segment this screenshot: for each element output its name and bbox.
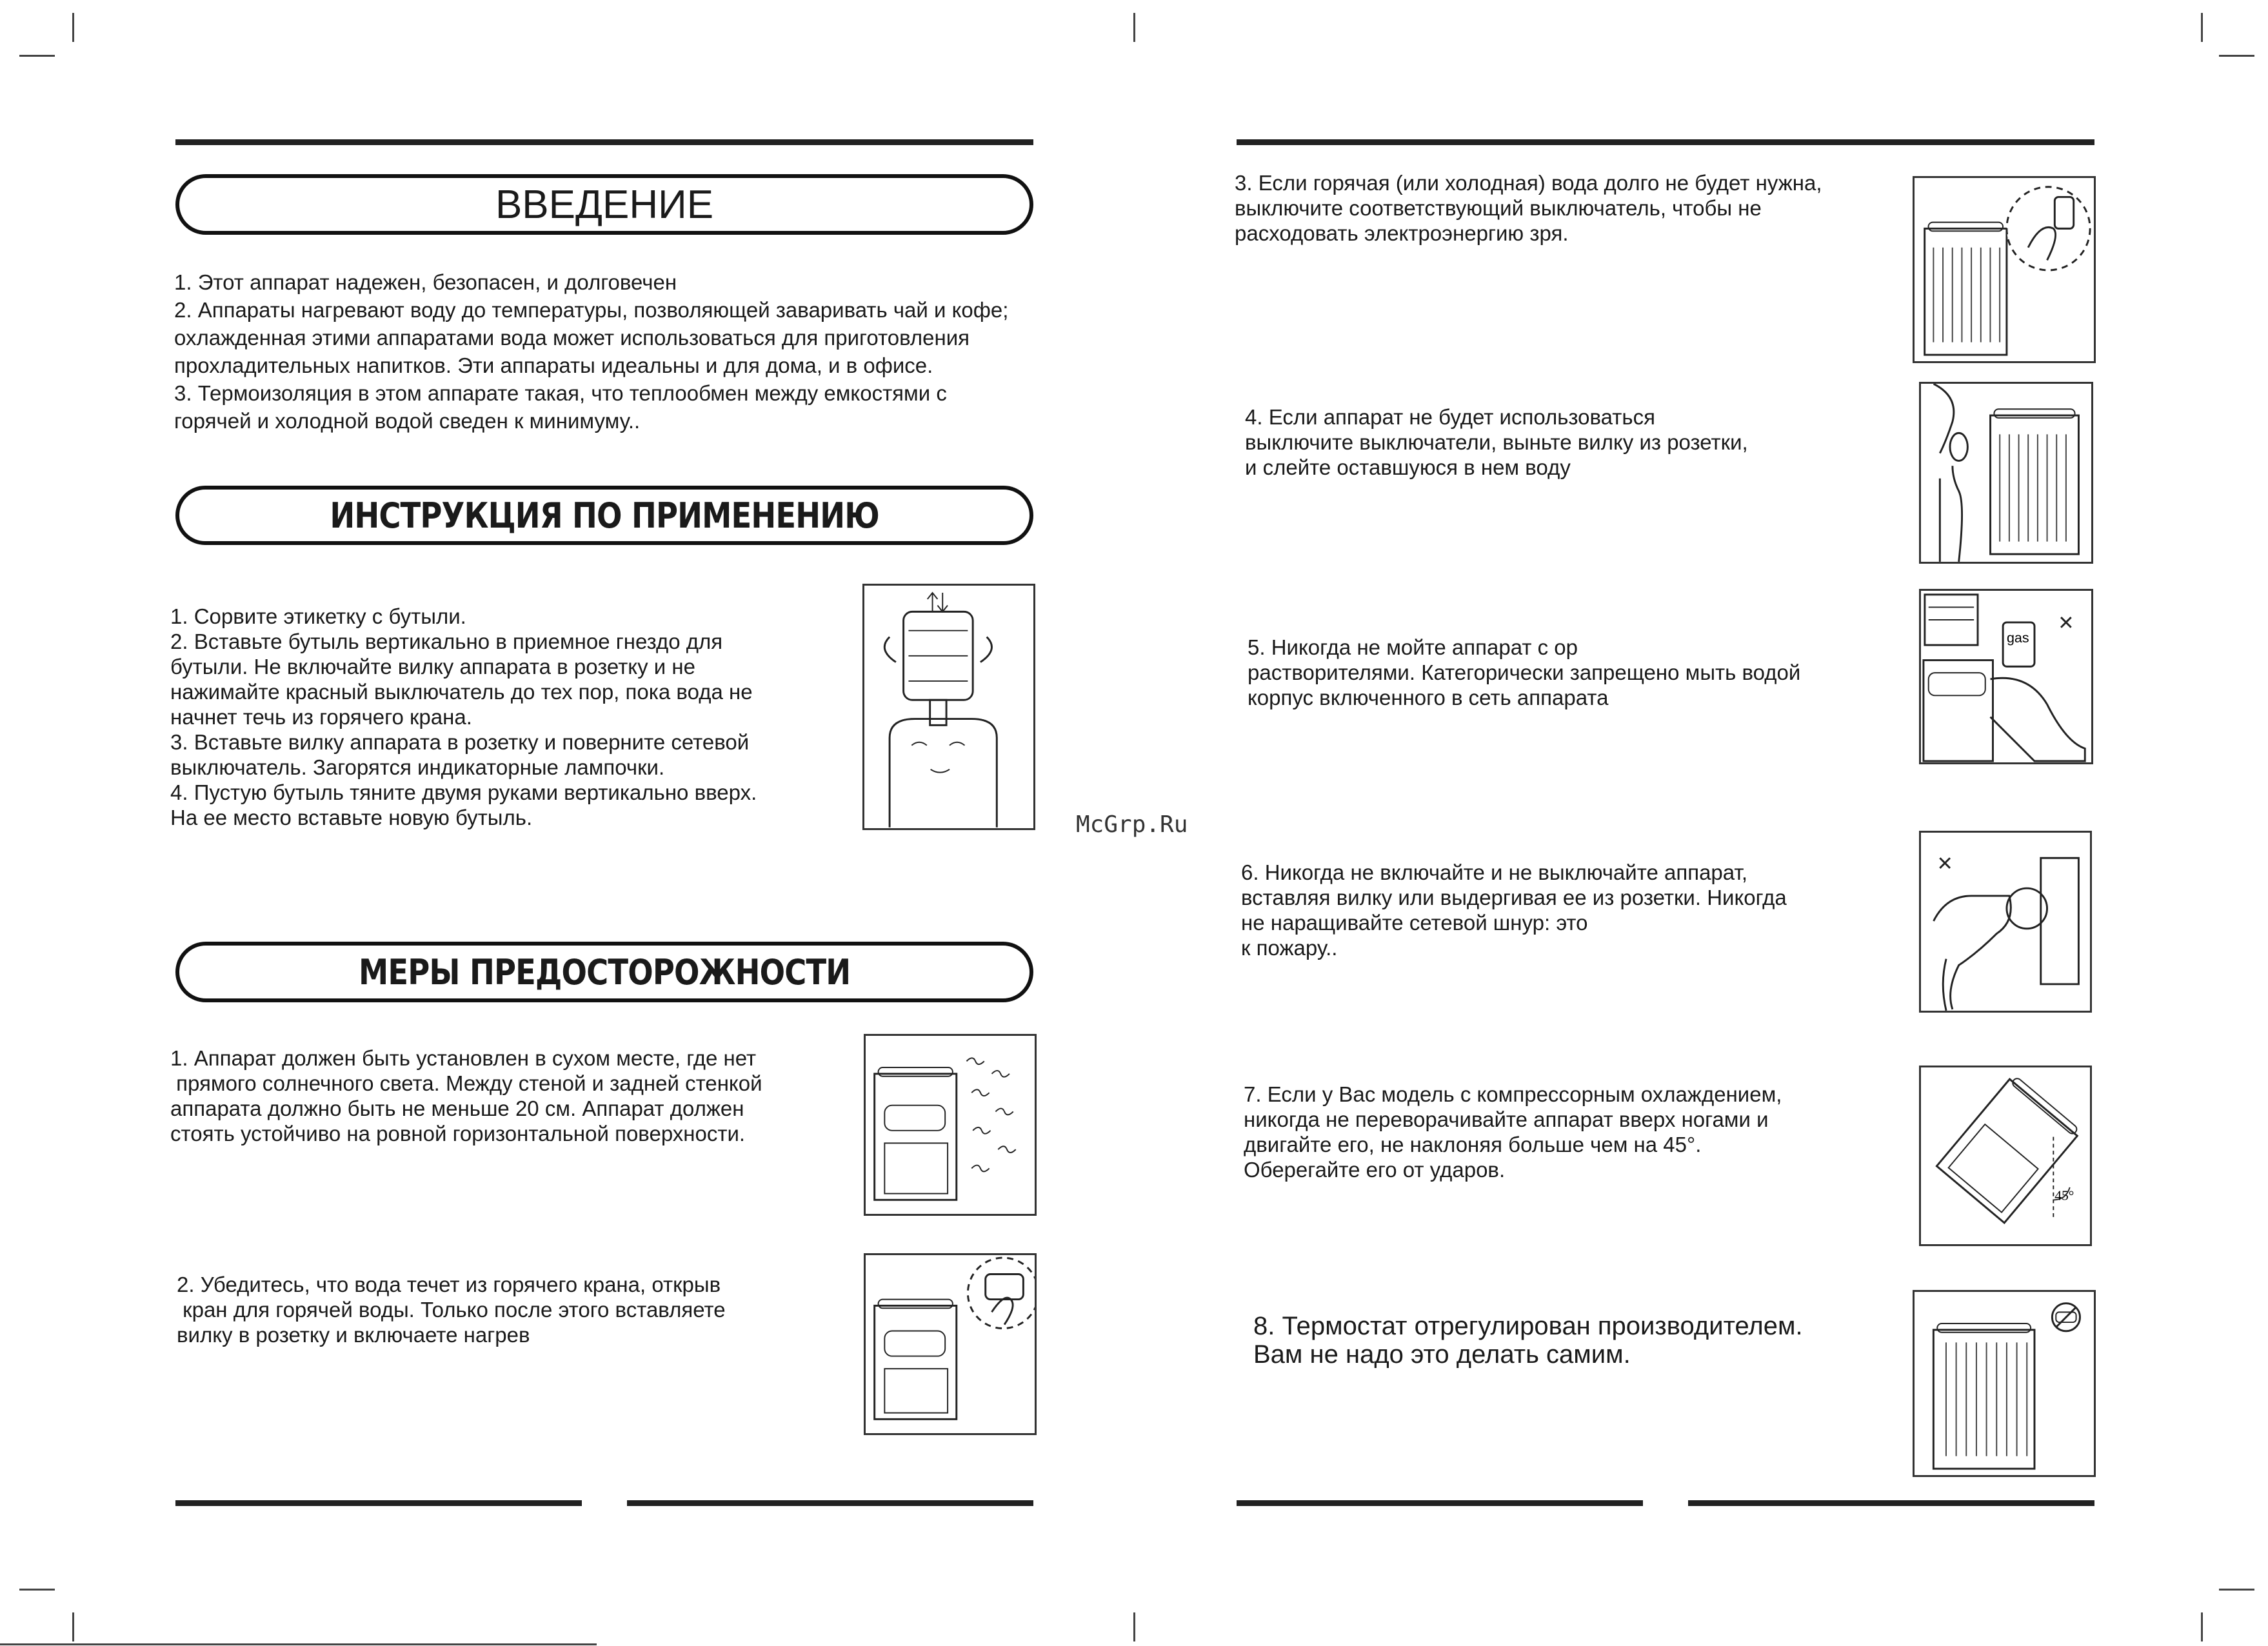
crop-mark: [19, 55, 55, 57]
text-line: охлажденная этими аппаратами вода может использоваться для приготовления: [174, 326, 970, 350]
text-line: прохладительных напитков. Эти аппараты идеальны и для дома, и в офисе.: [174, 353, 933, 377]
no-adjust-figure: [1913, 1290, 2096, 1477]
plug-hand-figure: [1919, 831, 2092, 1013]
text-line: начнет течь из горячего крана.: [170, 705, 472, 729]
instructions-text: [170, 604, 757, 830]
text-line: 2. Аппараты нагревают воду до температуры, позволяющей заваривать чай и кофе;: [174, 298, 1009, 322]
item-4-text: [1245, 404, 1748, 480]
text-line: 3. Вставьте вилку аппарата в розетку и поверните сетевой: [170, 730, 750, 754]
text-line: 4. Если аппарат не будет использоваться: [1245, 405, 1655, 429]
section-heading-precautions: [175, 942, 1033, 1002]
instructions-heading: ИНСТРУКЦИЯ ПО ПРИМЕНЕНИЮ: [330, 495, 879, 536]
crop-mark: [2219, 1589, 2254, 1591]
switch-off-figure: [1913, 176, 2096, 363]
text-line: никогда не переворачивайте аппарат вверх ногами и: [1244, 1107, 1769, 1131]
crop-mark: [1133, 1612, 1135, 1641]
text-line: выключите соответствующий выключатель, чтобы не: [1235, 196, 1762, 220]
text-line: 1. Аппарат должен быть установлен в сухом месте, где нет: [170, 1046, 757, 1070]
text-line: аппарата должно быть не меньше 20 см. Аппарат должен: [170, 1096, 744, 1120]
bottom-rule: [627, 1500, 1033, 1506]
gas-label: gas: [2006, 630, 2029, 646]
text-line: выключите выключатели, выньте вилку из розетки,: [1245, 430, 1748, 454]
crop-mark: [2201, 13, 2203, 42]
crop-mark: [1133, 13, 1135, 42]
text-line: Оберегайте его от ударов.: [1244, 1158, 1506, 1182]
top-rule-left: [175, 139, 1033, 145]
intro-heading: ВВЕДЕНИЕ: [495, 182, 714, 227]
text-line: 8. Термостат отрегулирован производителем.: [1253, 1312, 1803, 1340]
text-line: 2. Вставьте бутыль вертикально в приемное гнездо для: [170, 630, 723, 653]
item-3-text: [1235, 170, 1822, 246]
unplug-drain-figure: [1919, 382, 2093, 564]
text-line: горячей и холодной водой сведен к минимуму..: [174, 409, 641, 433]
bottle-install-figure: [862, 584, 1035, 830]
text-line: бутыли. Не включайте вилку аппарата в розетку и не: [170, 655, 695, 679]
text-line: двигайте его, не наклоняя больше чем на 45°.: [1244, 1133, 1702, 1156]
text-line: не наращивайте сетевой шнур: это: [1241, 911, 1588, 935]
crop-mark: [2219, 55, 2254, 57]
text-line: 1. Этот аппарат надежен, безопасен, и долговечен: [174, 270, 677, 294]
text-line: 7. Если у Вас модель с компрессорным охлаждением,: [1244, 1082, 1782, 1106]
no-solvent-figure: [1919, 589, 2093, 764]
crop-mark: [2201, 1612, 2203, 1641]
crop-mark: [0, 1643, 597, 1645]
bottom-rule: [1237, 1500, 1643, 1506]
section-heading-instructions: [175, 486, 1033, 545]
intro-text: [174, 268, 1008, 435]
text-line: выключатель. Загорятся индикаторные лампочки.: [170, 755, 665, 779]
text-line: Вам не надо это делать самим.: [1253, 1340, 1631, 1369]
bottom-rule: [1688, 1500, 2094, 1506]
top-rule-right: [1237, 139, 2094, 145]
text-line: 3. Термоизоляция в этом аппарате такая, что теплообмен между емкостями с: [174, 381, 947, 405]
crop-mark: [72, 1612, 74, 1641]
text-line: 1. Сорвите этикетку с бутыли.: [170, 604, 466, 628]
text-line: корпус включенного в сеть аппарата: [1248, 686, 1609, 709]
item-7-text: [1244, 1082, 1782, 1182]
crop-mark: [19, 1589, 55, 1591]
text-line: и слейте оставшуюся в нем воду: [1245, 455, 1571, 479]
tilt-45-figure: [1919, 1066, 2092, 1246]
text-line: 6. Никогда не включайте и не выключайте аппарат,: [1241, 860, 1748, 884]
text-line: растворителями. Категорически запрещено мыть водой: [1248, 660, 1801, 684]
cooler-wall-figure: [864, 1034, 1037, 1216]
text-line: расходовать электроэнергию зря.: [1235, 221, 1569, 245]
text-line: 2. Убедитесь, что вода течет из горячего крана, открыв: [177, 1273, 721, 1296]
item-6-text: [1241, 860, 1787, 960]
bottom-rule: [175, 1500, 582, 1506]
text-line: вставляя вилку или выдергивая ее из розетки. Никогда: [1241, 886, 1787, 909]
text-line: 3. Если горячая (или холодная) вода долго не будет нужна,: [1235, 171, 1822, 195]
text-line: нажимайте красный выключатель до тех пор, пока вода не: [170, 680, 753, 704]
item-8-text: [1253, 1312, 1803, 1369]
section-heading-intro: [175, 174, 1033, 235]
precautions-heading: МЕРЫ ПРЕДОСТОРОЖНОСТИ: [358, 951, 851, 993]
text-line: прямого солнечного света. Между стеной и задней стенкой: [170, 1071, 762, 1095]
text-line: стоять устойчиво на ровной горизонтальной поверхности.: [170, 1122, 746, 1145]
text-line: На ее место вставьте новую бутыль.: [170, 806, 533, 829]
precaution-1-text: [170, 1046, 762, 1146]
precaution-2-text: [177, 1272, 726, 1347]
text-line: к пожару..: [1241, 936, 1338, 960]
text-line: 4. Пустую бутыль тяните двумя руками вертикально вверх.: [170, 780, 757, 804]
crop-mark: [72, 13, 74, 42]
text-line: кран для горячей воды. Только после этого вставляете: [177, 1298, 726, 1322]
text-line: 5. Никогда не мойте аппарат с ор: [1248, 635, 1578, 659]
watermark: McGrp.Ru: [1076, 811, 1188, 838]
item-5-text: [1248, 635, 1800, 710]
angle-label: 45°: [2054, 1187, 2074, 1204]
text-line: вилку в розетку и включаете нагрев: [177, 1323, 530, 1347]
hot-tap-switch-figure: [864, 1253, 1037, 1435]
